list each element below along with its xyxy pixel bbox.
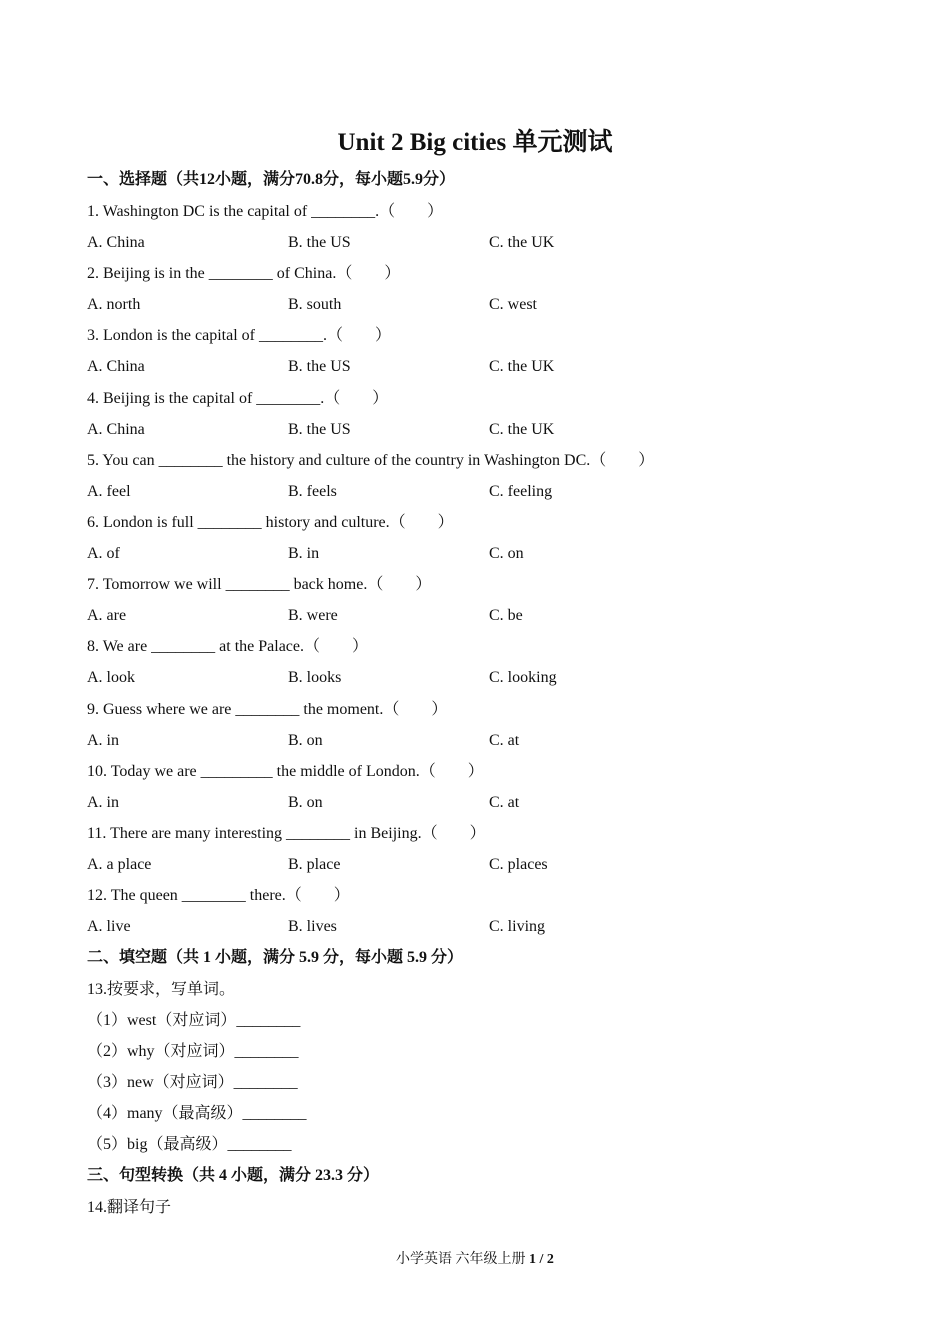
option-a: A. look [87,669,135,686]
option-b: B. were [288,607,338,624]
option-c: C. the UK [489,234,555,251]
fill-item: （3）new（对应词）________ [87,1074,298,1091]
question-14: 14.翻译句子 [87,1199,172,1216]
fill-item: （4）many（最高级）________ [87,1105,307,1122]
option-a: A. a place [87,856,152,873]
option-a: A. feel [87,483,131,500]
question-stem: 10. Today we are _________ the middle of London.（ ） [87,763,484,780]
option-b: B. looks [288,669,342,686]
question-stem: 5. You can ________ the history and culture of the country in Washington DC.（ ） [87,452,655,469]
option-c: C. on [489,545,524,562]
page-title: Unit 2 Big cities 单元测试 [337,129,613,156]
option-c: C. living [489,918,546,935]
question-stem: 2. Beijing is in the ________ of China.（ ） [87,265,401,282]
option-b: B. feels [288,483,337,500]
page-number: 1 / 2 [529,1252,554,1267]
option-b: B. lives [288,918,337,935]
question-stem: 8. We are ________ at the Palace.（ ） [87,638,369,655]
option-a: A. are [87,607,127,624]
question-stem: 1. Washington DC is the capital of ________.（ ） [87,203,444,220]
option-b: B. the US [288,234,351,251]
option-c: C. places [489,856,548,873]
option-b: B. place [288,856,341,873]
option-c: C. looking [489,669,557,686]
fill-item: （1）west（对应词）________ [87,1012,301,1029]
option-a: A. of [87,545,120,562]
option-c: C. feeling [489,483,553,500]
option-a: A. in [87,732,119,749]
option-b: B. south [288,296,342,313]
option-b: B. on [288,732,323,749]
footer-label: 小学英语 六年级上册 [396,1252,530,1267]
question-stem: 6. London is full ________ history and culture.（ ） [87,514,454,531]
question-13: 13.按要求，写单词。 [87,981,236,998]
question-stem: 7. Tomorrow we will ________ back home.（ ） [87,576,432,593]
option-c: C. west [489,296,537,313]
option-c: C. at [489,732,520,749]
option-a: A. China [87,421,145,438]
section-heading-fill: 二、填空题（共 1 小题，满分 5.9 分，每小题 5.9 分） [87,949,464,966]
question-stem: 11. There are many interesting ________ in Beijing.（ ） [87,825,486,842]
option-b: B. the US [288,421,351,438]
option-a: A. China [87,358,145,375]
question-stem: 3. London is the capital of ________.（ ） [87,327,391,344]
option-b: B. in [288,545,320,562]
fill-item: （2）why（对应词）________ [87,1043,299,1060]
page-footer [0,1248,950,1268]
option-b: B. the US [288,358,351,375]
question-stem: 4. Beijing is the capital of ________.（ ） [87,390,389,407]
option-c: C. at [489,794,520,811]
option-a: A. China [87,234,145,251]
option-a: A. north [87,296,141,313]
option-a: A. live [87,918,131,935]
section-heading-choice: 一、选择题（共12小题，满分70.8分，每小题5.9分） [87,171,456,188]
question-stem: 9. Guess where we are ________ the moment.（ ） [87,701,448,718]
option-a: A. in [87,794,119,811]
option-c: C. be [489,607,523,624]
option-b: B. on [288,794,323,811]
fill-item: （5）big（最高级）________ [87,1136,292,1153]
section-heading-transform: 三、句型转换（共 4 小题，满分 23.3 分） [87,1167,380,1184]
option-c: C. the UK [489,421,555,438]
question-stem: 12. The queen ________ there.（ ） [87,887,350,904]
option-c: C. the UK [489,358,555,375]
